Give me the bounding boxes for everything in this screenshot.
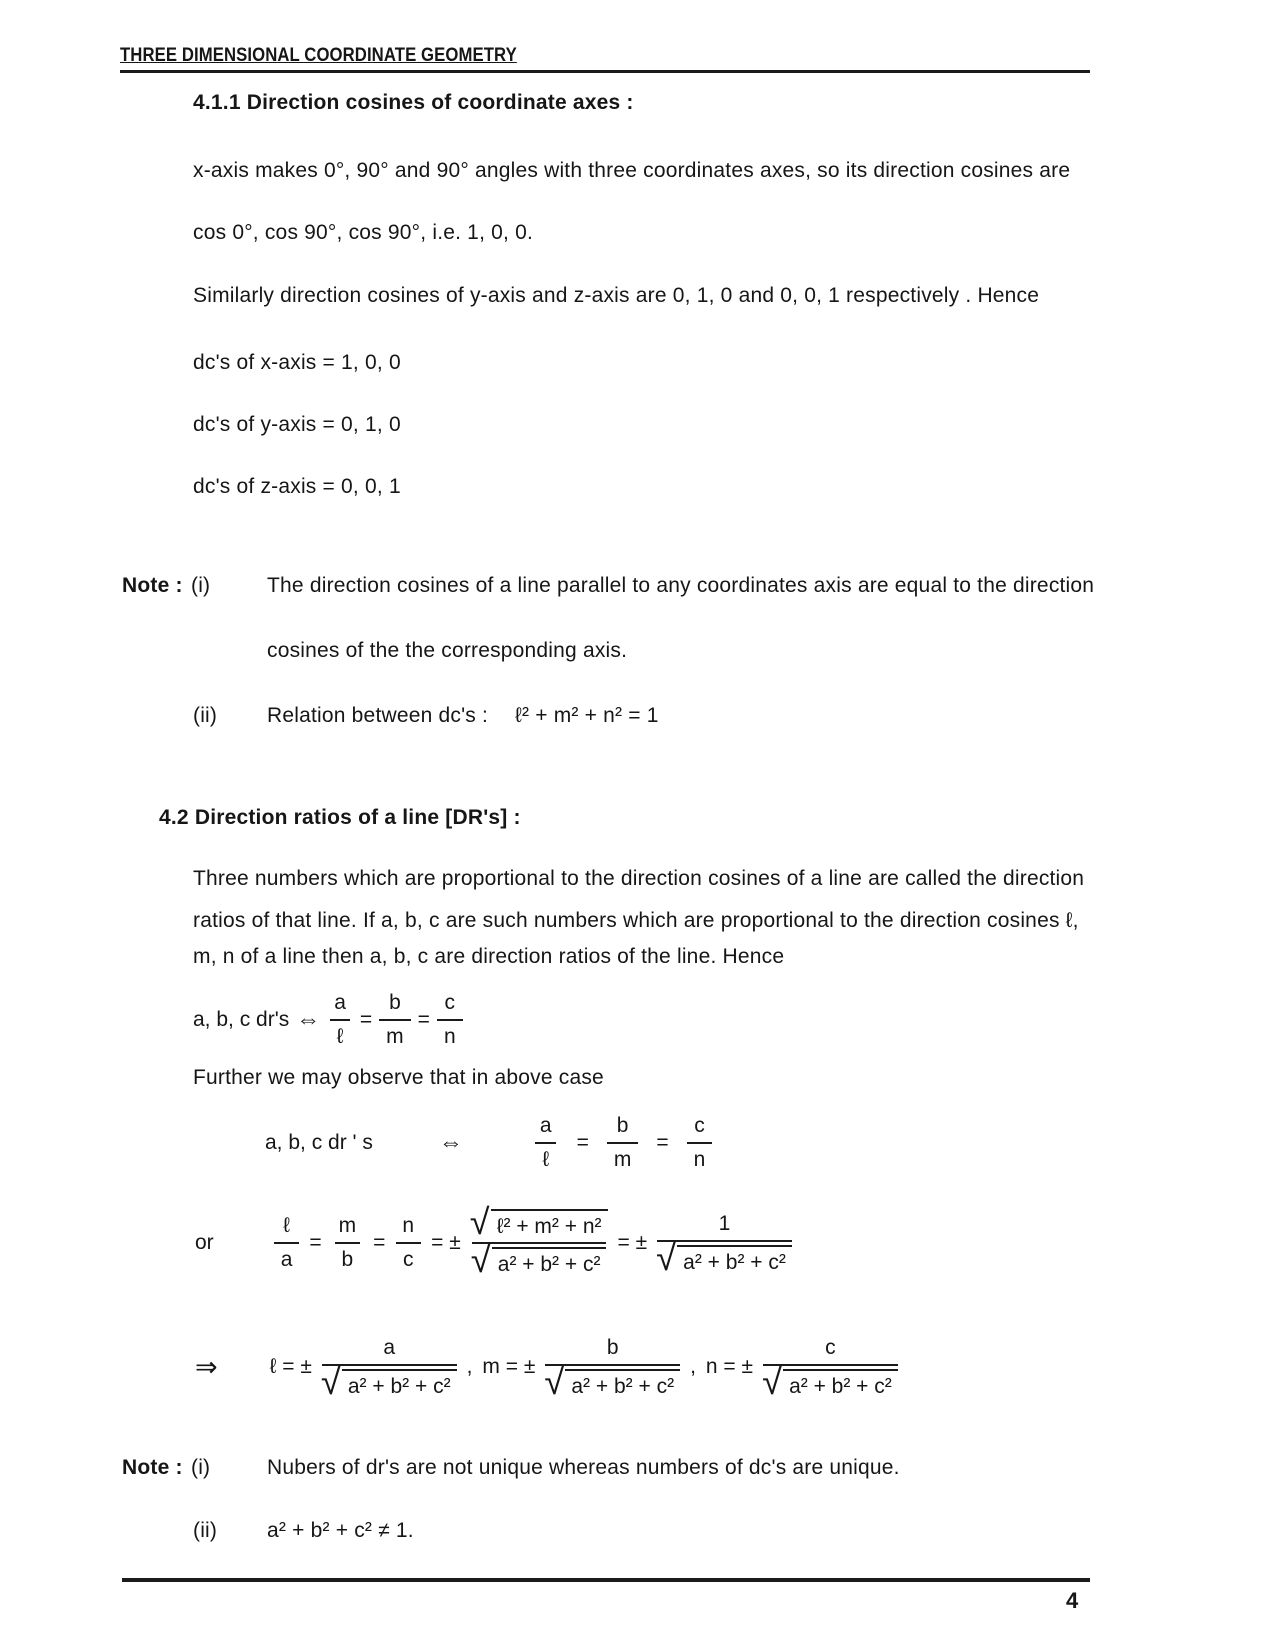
- fraction-numerator: c: [694, 1114, 705, 1137]
- fraction-denominator: [472, 1242, 607, 1278]
- footer-rule: [122, 1578, 1090, 1582]
- paragraph-42-line3: m, n of a line then a, b, c are direction ratios of the line. Hence: [193, 945, 785, 968]
- fraction-one-over-sqrt: [657, 1211, 792, 1276]
- fraction-denominator: ℓ: [535, 1142, 556, 1173]
- formula-implies-row: [195, 1324, 898, 1410]
- fraction-denominator: b: [335, 1242, 361, 1273]
- equals-plus-minus-sign: = ±: [617, 1231, 648, 1254]
- note1-i-marker: (i): [191, 574, 211, 597]
- sqrt-expression: √ a² + b² + c²: [322, 1369, 457, 1400]
- fraction-a-over-l: [533, 1113, 559, 1173]
- sqrt-expression: √ a² + b² + c²: [545, 1369, 680, 1400]
- fraction-sqrt-over-sqrt: [471, 1209, 608, 1278]
- fraction-numerator: 1: [718, 1211, 731, 1235]
- fraction-numerator: b: [606, 1335, 619, 1359]
- formula-drs-1: [193, 987, 463, 1053]
- page-header: [120, 42, 1090, 73]
- sqrt-expression: √ a² + b² + c²: [657, 1245, 792, 1276]
- dc-z-axis-line: dc's of z-axis = 0, 0, 1: [193, 475, 401, 498]
- note1-ii-formula: ℓ² + m² + n² = 1: [515, 704, 659, 727]
- paragraph-42-line1: Three numbers which are proportional to the direction cosines of a line are called the direction: [193, 867, 1085, 890]
- fraction-c-over-n: [687, 1113, 713, 1173]
- fraction-c-over-sqrt: [763, 1335, 898, 1400]
- note2-label: Note :: [122, 1456, 183, 1479]
- fraction-numerator: a: [383, 1335, 396, 1359]
- note1-i-text-line1: The direction cosines of a line parallel to any coordinates axis are equal to the direction: [267, 574, 1095, 597]
- fraction-numerator: b: [389, 991, 401, 1014]
- note1-ii-marker: (ii): [193, 704, 218, 727]
- formula-or-row: [195, 1200, 792, 1286]
- note2-i-marker: (i): [191, 1456, 211, 1479]
- implies-arrow-icon: ⇒: [195, 1352, 218, 1382]
- fraction-denominator: c: [396, 1242, 421, 1273]
- paragraph-x-axis: x-axis makes 0°, 90° and 90° angles with three coordinates axes, so its direction cosines are: [193, 159, 1071, 182]
- equals-sign: =: [576, 1131, 589, 1154]
- note2-i-text: Nubers of dr's are not unique whereas numbers of dc's are unique.: [267, 1456, 900, 1479]
- fraction-numerator: ℓ: [283, 1214, 290, 1237]
- fraction-b-over-sqrt: [545, 1335, 680, 1400]
- fraction-n-over-c: [395, 1213, 421, 1273]
- m-equals-pm: m = ±: [482, 1355, 536, 1378]
- fraction-denominator: m: [607, 1142, 639, 1173]
- equals-sign: =: [656, 1131, 669, 1154]
- fraction-m-over-b: [332, 1213, 364, 1273]
- fraction-c-over-n: [437, 990, 463, 1050]
- fraction-b-over-m: [607, 1113, 639, 1173]
- fraction-numerator: b: [616, 1114, 629, 1137]
- n-equals-pm: n = ±: [705, 1355, 754, 1378]
- fraction-numerator: c: [444, 991, 456, 1014]
- page-number: 4: [1066, 1588, 1079, 1613]
- sqrt-expression: √ a² + b² + c²: [472, 1247, 607, 1278]
- note2-ii-text: a² + b² + c² ≠ 1.: [267, 1519, 414, 1542]
- note1-i-text-line2: cosines of the the corresponding axis.: [267, 639, 628, 662]
- iff-arrow-icon: ⇔: [296, 1006, 321, 1033]
- fraction-denominator: [657, 1240, 792, 1276]
- running-head-title: THREE DIMENSIONAL COORDINATE GEOMETRY: [120, 45, 517, 66]
- paragraph-42-line2: ratios of that line. If a, b, c are such numbers which are proportional to the direction cosines ℓ,: [193, 909, 1079, 932]
- formula2-prefix: a, b, c dr ' s: [265, 1131, 373, 1154]
- fraction-denominator: n: [437, 1019, 463, 1050]
- or-label: or: [195, 1231, 214, 1254]
- fraction-numerator: a: [539, 1114, 552, 1137]
- comma-separator: ,: [466, 1355, 473, 1378]
- equals-sign: =: [359, 1008, 373, 1031]
- dc-y-axis-line: dc's of y-axis = 0, 1, 0: [193, 413, 401, 436]
- formula1-prefix: a, b, c dr's: [193, 1008, 290, 1031]
- equals-sign: =: [417, 1008, 430, 1031]
- comma-separator: ,: [690, 1355, 696, 1378]
- fraction-numerator: m: [338, 1214, 357, 1237]
- fraction-denominator: a: [274, 1242, 300, 1273]
- sqrt-expression: √ a² + b² + c²: [763, 1369, 898, 1400]
- fraction-l-over-a: [274, 1213, 300, 1273]
- section-4-1-1-heading: 4.1.1 Direction cosines of coordinate axes :: [193, 91, 634, 114]
- fraction-denominator: ℓ: [330, 1019, 351, 1050]
- fraction-numerator: [471, 1209, 608, 1242]
- equals-sign: =: [309, 1231, 322, 1254]
- equals-sign: =: [373, 1231, 386, 1254]
- section-4-2-heading: 4.2 Direction ratios of a line [DR's] :: [159, 806, 521, 829]
- paragraph-similarly: Similarly direction cosines of y-axis and z-axis are 0, 1, 0 and 0, 0, 1 respectively . Hence: [193, 284, 1040, 307]
- note2-ii-marker: (ii): [193, 1519, 218, 1542]
- paragraph-cos: cos 0°, cos 90°, cos 90°, i.e. 1, 0, 0.: [193, 221, 533, 244]
- fraction-numerator: c: [825, 1335, 836, 1359]
- fraction-a-over-l: [327, 990, 353, 1050]
- equals-plus-minus-sign: = ±: [431, 1231, 461, 1254]
- fraction-numerator: n: [402, 1214, 415, 1237]
- fraction-a-over-sqrt: [322, 1335, 457, 1400]
- note1-ii-text: Relation between dc's :: [267, 704, 489, 727]
- fraction-denominator: [763, 1364, 898, 1400]
- fraction-denominator: [322, 1364, 457, 1400]
- fraction-denominator: m: [379, 1019, 411, 1050]
- fraction-denominator: [545, 1364, 680, 1400]
- fraction-denominator: n: [687, 1142, 713, 1173]
- dc-x-axis-line: dc's of x-axis = 1, 0, 0: [193, 351, 401, 374]
- iff-arrow-icon: ⇔: [438, 1129, 463, 1156]
- fraction-b-over-m: [379, 990, 411, 1050]
- formula-drs-2: [265, 1110, 712, 1176]
- fraction-numerator: a: [334, 991, 346, 1014]
- sqrt-expression: √ ℓ² + m² + n²: [471, 1209, 608, 1240]
- note1-label: Note :: [122, 574, 183, 597]
- l-equals-pm: ℓ = ±: [269, 1355, 312, 1378]
- paragraph-further: Further we may observe that in above case: [193, 1066, 604, 1089]
